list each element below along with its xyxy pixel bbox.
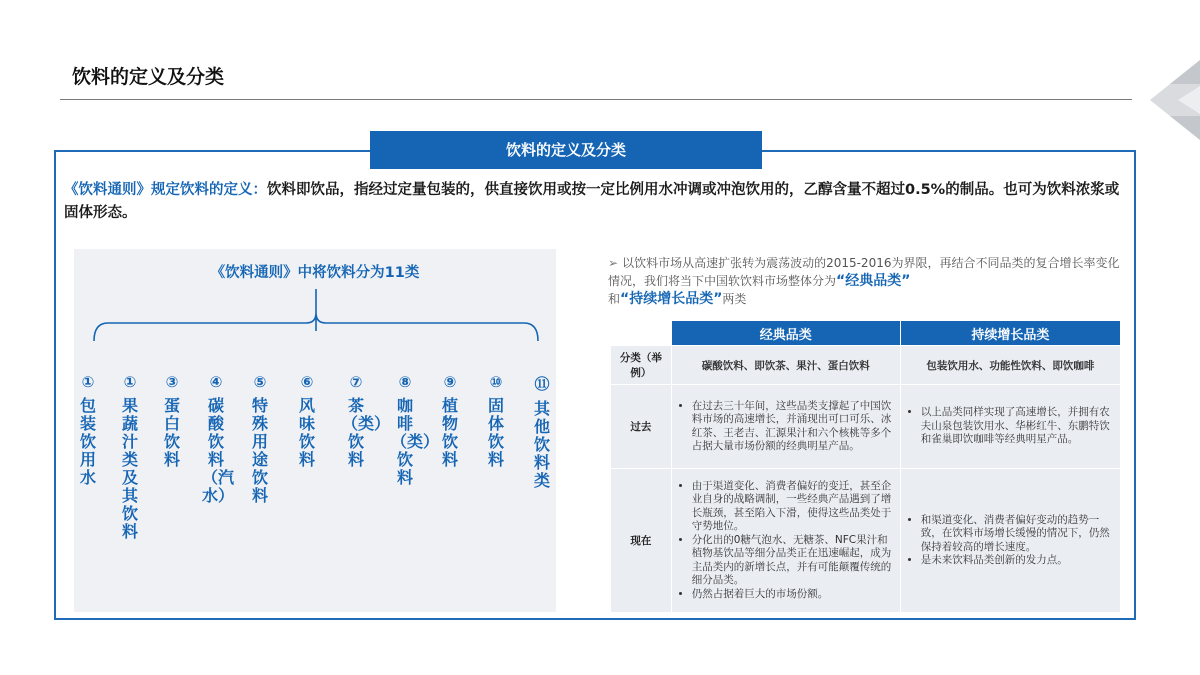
category-item — [293, 373, 321, 469]
definition-lead: 《饮料通则》规定饮料的定义： — [64, 182, 267, 198]
list-item: • 分化出的0糖气泡水、无糖茶、NFC果汁和植物基饮品等细分品类正在迅速崛起，成为主品类内的新增长点，并有可能颠覆传统的细分品类。 — [692, 534, 894, 588]
intro-text: 以饮料市场从高速扩张转为震荡波动的2015-2016为界限，再结合不同品类的复合增长率变化情况，我们将当下中国软饮料市场整体分为 — [608, 256, 1120, 288]
category-item — [74, 373, 102, 487]
arrow-bullet-icon: ➢ — [608, 256, 619, 270]
category-item — [202, 373, 235, 505]
column-header-growth: 持续增长品类 — [900, 321, 1120, 346]
category-label: 茶（类）饮料 — [342, 396, 391, 469]
category-panel — [74, 249, 556, 612]
category-number: ① — [81, 373, 95, 391]
page-title: 饮料的定义及分类 — [72, 66, 225, 88]
category-number: ⑨ — [443, 373, 457, 391]
table-row — [611, 469, 1121, 613]
category-label: 包装饮用水 — [79, 396, 96, 487]
list-item: • 由于渠道变化、消费者偏好的变迁，甚至企业自身的战略调制，一些经典产品遇到了增长瓶颈，甚至陷入下滑，使得这些品类处于守势地位。 — [692, 480, 894, 534]
category-number: ③ — [165, 373, 179, 391]
category-number: ⑦ — [349, 373, 363, 391]
list-item: • 以上品类同样实现了高速增长，并拥有农夫山泉包装饮用水、华彬红牛、东鹏特饮和雀巢即饮咖啡等经典明星产品。 — [921, 406, 1114, 447]
table-cell — [900, 469, 1120, 613]
classification-table — [610, 320, 1121, 613]
category-item — [528, 373, 556, 490]
corner-logo-icon — [1130, 60, 1200, 140]
table-row — [611, 346, 1121, 385]
table-cell — [671, 469, 900, 613]
definition-body: 饮料即饮品，指经过定量包装的，供直接饮用或按一定比例用水冲调或冲泡饮用的，乙醇含量不超过0.5%的制品。也可为饮料浓浆或固体形态。 — [64, 182, 1120, 221]
category-number: ⑧ — [398, 373, 412, 391]
table-row — [611, 385, 1121, 469]
intro-connector: 和 — [608, 292, 621, 306]
category-item — [391, 373, 440, 487]
title-divider — [60, 99, 1132, 100]
category-heading: 《饮料通则》中将饮料分为11类 — [210, 265, 420, 281]
category-item — [342, 373, 391, 469]
category-number: ⑪ — [534, 375, 550, 393]
category-number: ④ — [209, 373, 223, 391]
row-label: 过去 — [611, 385, 672, 469]
category-item — [482, 373, 510, 469]
category-label: 其他饮料类 — [533, 399, 550, 490]
category-item — [158, 373, 186, 469]
highlight-growth: “持续增长品类” — [620, 291, 723, 307]
section-banner: 饮料的定义及分类 — [370, 131, 762, 169]
category-item — [246, 373, 274, 505]
highlight-classic: “经典品类” — [836, 273, 911, 289]
category-label: 风味饮料 — [298, 396, 315, 469]
category-item — [116, 373, 144, 541]
category-number: ① — [123, 373, 137, 391]
category-number: ⑩ — [489, 373, 503, 391]
row-label: 分类（举例） — [611, 346, 672, 385]
table-header-row — [611, 321, 1121, 346]
table-cell — [900, 385, 1120, 469]
category-number: ⑤ — [253, 373, 267, 391]
category-label: 固体饮料 — [487, 396, 504, 469]
category-label: 果蔬汁类及其饮料 — [121, 396, 138, 541]
category-label: 蛋白饮料 — [163, 396, 180, 469]
column-header-classic: 经典品类 — [671, 321, 900, 346]
category-number: ⑥ — [300, 373, 314, 391]
list-item: • 和渠道变化、消费者偏好变动的趋势一致，在饮料市场增长缓慢的情况下，仍然保持着较高的增长速度。 — [921, 514, 1114, 555]
table-cell — [671, 385, 900, 469]
brace-connector — [84, 285, 546, 345]
intro-suffix: 两类 — [722, 292, 747, 306]
list-item: • 仍然占据着巨大的市场份额。 — [692, 588, 894, 602]
list-item: • 是未来饮料品类创新的发力点。 — [921, 554, 1114, 568]
category-item — [436, 373, 464, 469]
category-label: 碳酸饮料（汽水） — [202, 396, 235, 505]
table-cell: 碳酸饮料、即饮茶、果汁、蛋白饮料 — [671, 346, 900, 385]
market-intro — [608, 254, 1123, 308]
definition-text — [64, 179, 1124, 225]
category-label: 特殊用途饮料 — [251, 396, 268, 505]
table-corner — [611, 321, 672, 346]
row-label: 现在 — [611, 469, 672, 613]
category-label: 植物饮料 — [441, 396, 458, 469]
table-cell: 包装饮用水、功能性饮料、即饮咖啡 — [900, 346, 1120, 385]
category-label: 咖啡（类）饮料 — [391, 396, 440, 487]
list-item: • 在过去三十年间，这些品类支撑起了中国饮料市场的高速增长，并涌现出可口可乐、冰红茶、王老吉、汇源果汁和六个核桃等多个占据大量市场份额的经典明星产品。 — [692, 400, 894, 454]
